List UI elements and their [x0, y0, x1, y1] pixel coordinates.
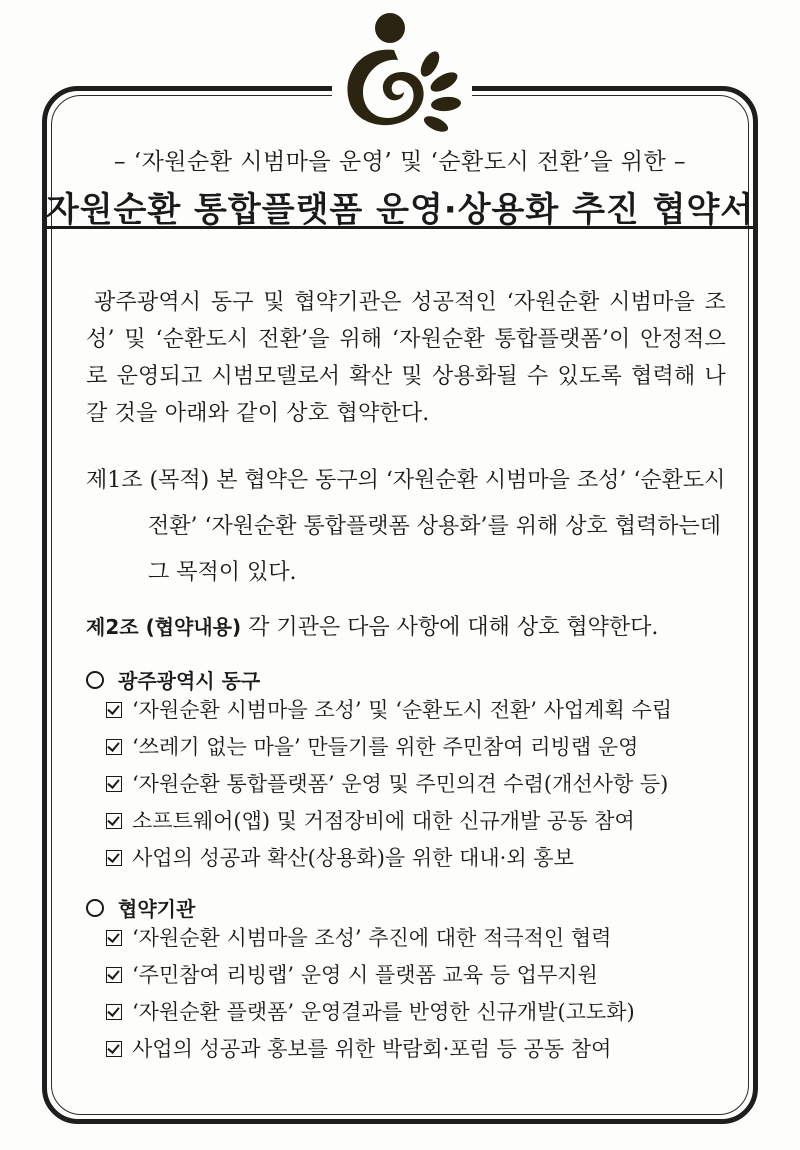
article-1-line-1: 본 협약은 동구의 ‘자원순환 시범마을 조성’ ‘순환도시 [216, 468, 726, 493]
checked-box-icon [106, 702, 122, 718]
article-1-line-2: 전환’ ‘자원순환 통합플랫폼 상용화’를 위해 상호 협력하는데 [148, 514, 721, 539]
article-1 [86, 458, 726, 596]
checked-box-icon [106, 1004, 122, 1020]
list-item: 사업의 성공과 확산(상용화)을 위한 대내·외 홍보 [106, 840, 672, 877]
circle-bullet-icon [86, 671, 104, 689]
checked-box-icon [106, 850, 122, 866]
checked-box-icon [106, 813, 122, 829]
donggu-emblem-icon [332, 6, 472, 136]
list-item: ‘자원순환 시범마을 조성’ 및 ‘순환도시 전환’ 사업계획 수립 [106, 692, 672, 729]
article-1-line-3: 그 목적이 있다. [148, 560, 297, 585]
section-donggu-heading: 광주광역시 동구 [86, 665, 260, 694]
checked-box-icon [106, 930, 122, 946]
list-item: ‘주민참여 리빙랩’ 운영 시 플랫폼 교육 등 업무지원 [106, 957, 635, 994]
article-1-heading: (목적) [149, 468, 210, 493]
document-subtitle: – ‘자원순환 시범마을 운영’ 및 ‘순환도시 전환’을 위한 – [113, 149, 687, 175]
article-1-label: 제1조 [86, 468, 143, 493]
checked-box-icon [106, 776, 122, 792]
list-item: ‘쓰레기 없는 마을’ 만들기를 위한 주민참여 리빙랩 운영 [106, 729, 672, 766]
article-2-heading: (협약내용) [145, 615, 242, 639]
section-partner-heading: 협약기관 [86, 893, 195, 922]
list-item: ‘자원순환 시범마을 조성’ 추진에 대한 적극적인 협력 [106, 920, 635, 957]
donggu-items [106, 692, 672, 877]
list-item: 사업의 성공과 홍보를 위한 박람회·포럼 등 공동 참여 [106, 1031, 635, 1068]
list-item: ‘자원순환 통합플랫폼’ 운영 및 주민의견 수렴(개선사항 등) [106, 766, 672, 803]
checked-box-icon [106, 967, 122, 983]
article-2 [86, 604, 658, 651]
article-2-text: 각 기관은 다음 사항에 대해 상호 협약한다. [248, 615, 659, 640]
checked-box-icon [106, 1041, 122, 1057]
document-title: 자원순환 통합플랫폼 운영·상용화 추진 협약서 [45, 190, 755, 230]
circle-bullet-icon [86, 899, 104, 917]
list-item: ‘자원순환 플랫폼’ 운영결과를 반영한 신규개발(고도화) [106, 994, 635, 1031]
partner-items [106, 920, 635, 1068]
article-2-label: 제2조 [86, 615, 139, 639]
list-item: 소프트웨어(앱) 및 거점장비에 대한 신규개발 공동 참여 [106, 803, 672, 840]
checked-box-icon [106, 739, 122, 755]
preamble-paragraph: 광주광역시 동구 및 협약기관은 성공적인 ‘자원순환 시범마을 조성’ 및 ‘순환도시 전환’을 위해 ‘자원순환 통합플랫폼’이 안정적으로 운영되고 시범모델로서 확산 및 상용화될 수 있도록 협력해 나갈 것을 아래와 같이 상호 협약한다. [86, 290, 726, 426]
